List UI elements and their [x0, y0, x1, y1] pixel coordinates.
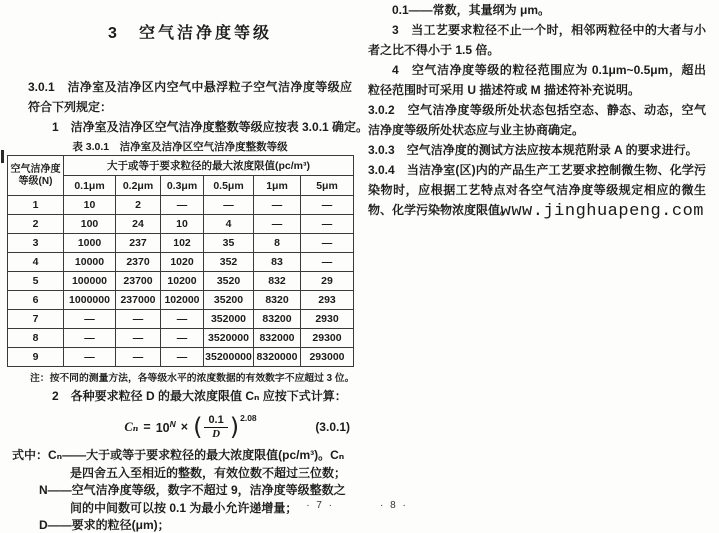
limit-value-cell: — [64, 310, 116, 329]
limit-value-cell: 352 [204, 253, 254, 272]
table-header-row-1 [8, 156, 354, 176]
clause-3-0-2: 3.0.2 空气洁净度等级所处状态包括空态、静态、动态，空气洁净度等级所处状态应与业主协商确定。 [368, 103, 706, 137]
limit-value-cell: 83200 [254, 310, 301, 329]
left-paren: ( [193, 413, 203, 441]
clause-3-0-4: 3.0.4 当洁净室(区)内的产品生产工艺要求控制微生物、化学污染物时，应根据工艺特点对各空气洁净度等级规定相应的微生物、化学污染物浓度限值。 [368, 163, 706, 217]
class-level-cell: 7 [8, 310, 64, 329]
limit-value-cell: 1000000 [64, 291, 116, 310]
size-header-cell: 0.3μm [161, 176, 204, 196]
limit-value-cell: — [301, 253, 354, 272]
table-row [8, 310, 354, 329]
table-row [8, 234, 354, 253]
fraction-denominator: D [212, 427, 221, 440]
limit-value-cell: 4 [204, 215, 254, 234]
class-level-header-line1: 空气洁净度 [10, 163, 61, 175]
limit-value-cell: 10 [161, 215, 204, 234]
limit-value-cell: 102 [161, 234, 204, 253]
limit-value-cell: — [161, 310, 204, 329]
page-7 [10, 0, 369, 533]
watermark-url: www.jinghuapeng.com [500, 202, 704, 221]
page-number-7: · 7 · [306, 500, 334, 511]
limit-value-cell: 8 [254, 234, 301, 253]
limit-value-cell: 1000 [64, 234, 116, 253]
limit-value-cell: 2930 [301, 310, 354, 329]
cleanliness-table-body [8, 196, 354, 367]
class-level-cell: 3 [8, 234, 64, 253]
limit-value-cell: — [301, 234, 354, 253]
outer-exponent: 2.08 [240, 413, 257, 423]
limit-value-cell: — [161, 196, 204, 215]
limit-value-cell: — [301, 215, 354, 234]
limit-value-cell: 83 [254, 253, 301, 272]
table-row [8, 329, 354, 348]
size-header-cell: 5μm [301, 176, 354, 196]
definition-line: 间的中间数可以按 0.1 为最小允许递增量； [70, 500, 298, 515]
limit-value-cell: 35 [204, 234, 254, 253]
equation-number: (3.0.1) [315, 420, 350, 434]
table-row [8, 253, 354, 272]
limit-value-cell: 35200000 [204, 348, 254, 367]
size-header-cell: 0.1μm [64, 176, 116, 196]
class-level-cell: 6 [8, 291, 64, 310]
limit-value-cell: — [116, 329, 161, 348]
clause-3-0-1-item-1: 1 洁净室及洁净区空气洁净度整数等级应按表 3.0.1 确定。 [52, 120, 369, 134]
definition-line: 是四舍五入至相近的整数，有效位数不超过三位数； [70, 465, 347, 480]
size-header-cell: 0.2μm [116, 176, 161, 196]
right-paren: ) [229, 413, 240, 441]
fraction [204, 414, 227, 441]
limit-value-cell: 832 [254, 272, 301, 291]
size-header-cell: 0.5μm [204, 176, 254, 196]
table-row [8, 291, 354, 310]
equation-lhs: Cₙ [124, 420, 139, 434]
limit-value-cell: — [254, 196, 301, 215]
limit-value-cell: 3520000 [204, 329, 254, 348]
clause-3-0-1-item-3: 3 当工艺要求粒径不止一个时，相邻两粒径中的大者与小者之比不得小于 1.5 倍。 [368, 23, 706, 57]
definition-line: N——空气洁净度等级，数字不超过 9，洁净度等级整数之 [39, 483, 346, 497]
definition-constant-0-1: 0.1——常数，其量纲为 μm。 [392, 3, 551, 17]
limit-value-cell: 237000 [116, 291, 161, 310]
table-row [8, 196, 354, 215]
limit-value-cell: 8320000 [254, 348, 301, 367]
limit-value-cell: 102000 [161, 291, 204, 310]
limit-value-cell: 10000 [64, 253, 116, 272]
clause-3-0-1: 3.0.1 洁净室及洁净区内空气中悬浮粒子空气洁净度等级应符合下列规定： [28, 80, 352, 114]
page-number-8: · 8 · [380, 500, 408, 511]
limit-value-cell: 3520 [204, 272, 254, 291]
table-row [8, 215, 354, 234]
class-level-cell: 4 [8, 253, 64, 272]
limit-value-cell: — [254, 215, 301, 234]
limit-value-cell: — [301, 196, 354, 215]
class-level-header-cell [8, 156, 64, 196]
limit-value-cell: 2370 [116, 253, 161, 272]
multiplication-sign: × [180, 420, 189, 434]
class-level-cell: 2 [8, 215, 64, 234]
limit-value-cell: 24 [116, 215, 161, 234]
limit-value-cell: 29 [301, 272, 354, 291]
scan-artifact [1, 150, 4, 163]
exponent-n: N [169, 418, 176, 429]
limit-value-cell: 2 [116, 196, 161, 215]
table-note: 注：按不同的测量方法，各等级水平的浓度数据的有效数字不应超过 3 位。 [30, 373, 355, 384]
limit-value-cell: 100 [64, 215, 116, 234]
power-term: $10^N$ [155, 418, 176, 436]
definition-line: D——要求的粒径(μm)； [39, 518, 170, 532]
class-level-cell: 8 [8, 329, 64, 348]
page-8 [368, 0, 706, 511]
class-level-cell: 5 [8, 272, 64, 291]
limit-value-cell: 1020 [161, 253, 204, 272]
limit-value-cell: — [161, 329, 204, 348]
limit-value-cell: 35200 [204, 291, 254, 310]
limit-value-cell: 10 [64, 196, 116, 215]
clause-3-0-1-item-2: 2 各种要求粒径 D 的最大浓度限值 Cₙ 应按下式计算： [52, 389, 347, 403]
cleanliness-class-table [7, 155, 354, 367]
limit-value-cell: 100000 [64, 272, 116, 291]
fraction-numerator: 0.1 [204, 414, 227, 428]
chapter-title: 3 空气洁净度等级 [108, 25, 272, 42]
clause-3-0-1-item-4: 4 空气洁净度等级的粒径范围应为 0.1μm~0.5μm，超出粒径范围时可采用 U 描述符或 M 描述符补充说明。 [368, 63, 706, 97]
table-row [8, 348, 354, 367]
table-caption: 表 3.0.1 洁净室及洁净区空气洁净度整数等级 [72, 141, 288, 153]
limit-value-cell: — [116, 348, 161, 367]
limit-value-cell: 23700 [116, 272, 161, 291]
limit-value-cell: 237 [116, 234, 161, 253]
class-level-header-line2: 等级(N) [18, 175, 53, 187]
equation-3-0-1 [28, 411, 352, 443]
concentration-limit-header-cell: 大于或等于要求粒径的最大浓度限值(pc/m³) [64, 156, 354, 176]
size-header-cell: 1μm [254, 176, 301, 196]
limit-value-cell: 29300 [301, 329, 354, 348]
where-definitions-block [12, 447, 352, 533]
limit-value-cell: 293 [301, 291, 354, 310]
limit-value-cell: — [116, 310, 161, 329]
equals-sign: = [143, 420, 151, 434]
limit-value-cell: — [64, 329, 116, 348]
clause-3-0-3: 3.0.3 空气洁净度的测试方法应按本规范附录 A 的要求进行。 [368, 143, 698, 157]
limit-value-cell: — [204, 196, 254, 215]
table-row [8, 272, 354, 291]
limit-value-cell: 10200 [161, 272, 204, 291]
class-level-cell: 1 [8, 196, 64, 215]
class-level-cell: 9 [8, 348, 64, 367]
definition-line: 式中：Cₙ——大于或等于要求粒径的最大浓度限值(pc/m³)。Cₙ [12, 448, 345, 462]
limit-value-cell: — [161, 348, 204, 367]
limit-value-cell: 832000 [254, 329, 301, 348]
limit-value-cell: 352000 [204, 310, 254, 329]
limit-value-cell: — [64, 348, 116, 367]
limit-value-cell: 8320 [254, 291, 301, 310]
limit-value-cell: 293000 [301, 348, 354, 367]
